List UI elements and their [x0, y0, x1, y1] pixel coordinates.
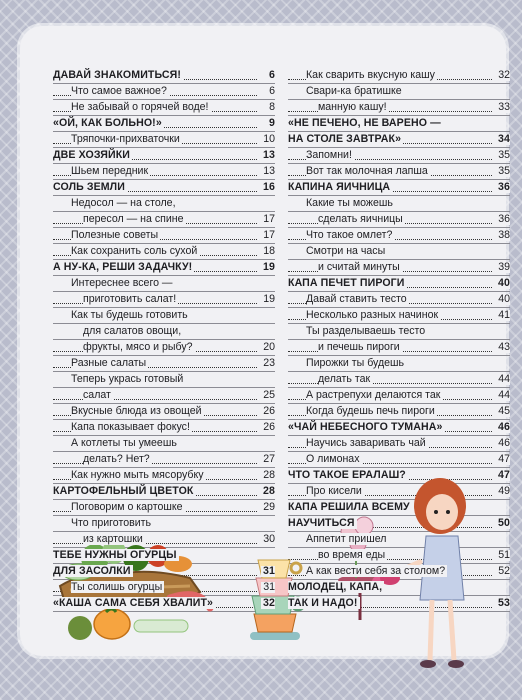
toc-entry-title: сделать яичницы	[318, 213, 403, 225]
toc-entry-title: А НУ-КА, РЕШИ ЗАДАЧКУ!	[53, 261, 193, 273]
toc-entry-title: Недосол — на столе,	[71, 197, 176, 209]
toc-section-entry	[288, 292, 510, 308]
toc-entry-title: Свари-ка братишке	[306, 85, 402, 97]
toc-page-number: 32	[263, 597, 275, 609]
toc-entry-title: Поговорим о картошке	[71, 501, 183, 513]
toc-section-entry	[53, 292, 275, 308]
toc-entry-title: Про кисели	[306, 485, 362, 497]
toc-page-number: 17	[263, 213, 275, 225]
toc-entry-title: О лимонах	[306, 453, 360, 465]
toc-entry-title: Научись заваривать чай	[306, 437, 426, 449]
toc-page-number: 31	[263, 565, 275, 577]
toc-entry-title: ДВЕ ХОЗЯЙКИ	[53, 149, 131, 161]
toc-page-number: 43	[498, 341, 510, 353]
toc-section-entry	[288, 164, 510, 180]
toc-page-number: 9	[269, 117, 275, 129]
toc-section-entry	[53, 196, 275, 212]
toc-entry-title: для салатов овощи,	[83, 325, 182, 337]
toc-entry-title: А как вести себя за столом?	[306, 565, 446, 577]
toc-entry-title: Что такое омлет?	[306, 229, 393, 241]
toc-entry-title: салат	[83, 389, 111, 401]
toc-entry-title: фрукты, мясо и рыбу?	[83, 341, 193, 353]
toc-entry-title: КАПА РЕШИЛА ВСЕМУ	[288, 501, 410, 513]
toc-section-entry	[53, 164, 275, 180]
toc-entry-title: ДЛЯ ЗАСОЛКИ	[53, 565, 131, 577]
toc-section-entry	[288, 212, 510, 228]
toc-page-number: 36	[498, 181, 510, 193]
toc-page-number: 19	[263, 293, 275, 305]
toc-entry-title: Вот так молочная лапша	[306, 165, 428, 177]
toc-section-entry	[288, 308, 510, 324]
toc-page-number: 23	[263, 357, 275, 369]
toc-section-entry	[53, 132, 275, 148]
toc-entry-title: во время еды	[318, 549, 386, 561]
toc-section-entry	[53, 500, 275, 516]
toc-entry-title: ДАВАЙ ЗНАКОМИТЬСЯ!	[53, 69, 182, 81]
toc-entry-title: Теперь укрась готовый	[71, 373, 184, 385]
toc-chapter-entry	[53, 180, 275, 196]
toc-section-entry	[288, 388, 510, 404]
toc-page-number: 30	[263, 533, 275, 545]
toc-section-entry	[53, 388, 275, 404]
toc-page-number: 51	[498, 549, 510, 561]
toc-page-number: 39	[498, 261, 510, 273]
toc-page-number: 53	[498, 597, 510, 609]
toc-entry-title: делать? Нет?	[83, 453, 150, 465]
toc-entry-title: Вкусные блюда из овощей	[71, 405, 202, 417]
toc-page-number: 31	[263, 581, 275, 593]
toc-page-number: 35	[498, 165, 510, 177]
toc-entry-title: Капа показывает фокус!	[71, 421, 190, 433]
toc-entry-title: Пирожки ты будешь	[306, 357, 405, 369]
toc-entry-title: Как сварить вкусную кашу	[306, 69, 435, 81]
toc-entry-title: «НЕ ПЕЧЕНО, НЕ ВАРЕНО —	[288, 117, 441, 129]
toc-page-number: 19	[263, 261, 275, 273]
toc-entry-title: из картошки	[83, 533, 143, 545]
toc-entry-title: ТАК И НАДО!	[288, 597, 358, 609]
toc-page-number: 44	[498, 373, 510, 385]
toc-chapter-entry	[53, 148, 275, 164]
toc-entry-title: и считай минуты	[318, 261, 400, 273]
toc-entry-title: ЧТО ТАКОЕ ЕРАЛАШ?	[288, 469, 406, 481]
toc-entry-title: «КАША САМА СЕБЯ ХВАЛИТ»	[53, 597, 214, 609]
toc-page-number: 13	[263, 165, 275, 177]
toc-entry-title: КАПА ПЕЧЕТ ПИРОГИ	[288, 277, 405, 289]
toc-section-entry	[53, 84, 275, 100]
toc-page-number: 44	[498, 389, 510, 401]
toc-entry-title: Как ты будешь готовить	[71, 309, 188, 321]
toc-entry-title: СОЛЬ ЗЕМЛИ	[53, 181, 125, 193]
toc-entry-title: манную кашу!	[318, 101, 387, 113]
toc-page-number: 33	[498, 101, 510, 113]
toc-section-entry	[288, 260, 510, 276]
toc-section-entry	[288, 244, 510, 260]
toc-page-number: 47	[498, 453, 510, 465]
toc-page-number: 36	[498, 213, 510, 225]
toc-section-entry	[53, 356, 275, 372]
toc-page-number: 16	[263, 181, 275, 193]
toc-entry-title: Как нужно мыть мясорубку	[71, 469, 204, 481]
toc-page-number: 50	[498, 517, 510, 529]
toc-section-entry	[288, 324, 510, 340]
toc-entry-title: Шьем передник	[71, 165, 149, 177]
toc-entry-title: А растрепухи делаются так	[306, 389, 441, 401]
toc-section-entry	[288, 228, 510, 244]
toc-chapter-entry	[53, 68, 275, 84]
toc-page-number: 27	[263, 453, 275, 465]
toc-section-entry	[53, 244, 275, 260]
toc-page-number: 28	[263, 469, 275, 481]
toc-page-number: 10	[263, 133, 275, 145]
toc-section-entry	[53, 452, 275, 468]
toc-page-number: 38	[498, 229, 510, 241]
toc-section-entry	[288, 452, 510, 468]
toc-section-entry	[288, 148, 510, 164]
toc-entry-title: Какие ты можешь	[306, 197, 393, 209]
toc-entry-title: Интереснее всего —	[71, 277, 173, 289]
toc-entry-title: МОЛОДЕЦ, КАПА,	[288, 581, 383, 593]
toc-entry-title: Что самое важное?	[71, 85, 167, 97]
toc-entry-title: НА СТОЛЕ ЗАВТРАК»	[288, 133, 402, 145]
toc-section-entry	[53, 372, 275, 388]
toc-page-number: 40	[498, 293, 510, 305]
toc-entry-title: Когда будешь печь пироги	[306, 405, 435, 417]
toc-entry-title: ТЕБЕ НУЖНЫ ОГУРЦЫ	[53, 549, 177, 561]
toc-chapter-entry	[288, 132, 510, 148]
toc-page-number: 41	[498, 309, 510, 321]
toc-section-entry	[53, 436, 275, 452]
toc-entry-title: КАРТОФЕЛЬНЫЙ ЦВЕТОК	[53, 485, 194, 497]
toc-page-number: 29	[263, 501, 275, 513]
toc-chapter-entry	[53, 116, 275, 132]
toc-entry-title: Тряпочки-прихваточки	[71, 133, 180, 145]
toc-section-entry	[53, 228, 275, 244]
toc-entry-title: Несколько разных начинок	[306, 309, 439, 321]
toc-page-number: 17	[263, 229, 275, 241]
toc-entry-title: Как сохранить соль сухой	[71, 245, 198, 257]
toc-entry-title: Разные салаты	[71, 357, 147, 369]
toc-page-number: 35	[498, 149, 510, 161]
toc-section-entry	[53, 404, 275, 420]
toc-page-number: 25	[263, 389, 275, 401]
toc-entry-title: Не забывай о горячей воде!	[71, 101, 209, 113]
toc-section-entry	[53, 340, 275, 356]
toc-section-entry	[53, 324, 275, 340]
toc-entry-title: Запомни!	[306, 149, 352, 161]
toc-section-entry	[288, 100, 510, 116]
toc-entry-title: Аппетит пришел	[306, 533, 387, 545]
toc-page-number: 52	[498, 565, 510, 577]
toc-entry-title: «ЧАЙ НЕБЕСНОГО ТУМАНА»	[288, 421, 443, 433]
toc-entry-title: Давай ставить тесто	[306, 293, 407, 305]
toc-page-number: 26	[263, 405, 275, 417]
toc-page-number: 13	[263, 149, 275, 161]
toc-chapter-entry	[288, 276, 510, 292]
toc-page-number: 26	[263, 421, 275, 433]
toc-page-number: 45	[498, 405, 510, 417]
toc-entry-title: делать так	[318, 373, 371, 385]
toc-page-number: 6	[269, 85, 275, 97]
toc-entry-title: Смотри на часы	[306, 245, 386, 257]
toc-page-number: 32	[498, 69, 510, 81]
toc-chapter-entry	[53, 484, 275, 500]
toc-section-entry	[53, 100, 275, 116]
toc-entry-title: НАУЧИТЬСЯ	[288, 517, 355, 529]
toc-section-entry	[53, 276, 275, 292]
toc-entry-title: Полезные советы	[71, 229, 159, 241]
toc-entry-title: приготовить салат!	[83, 293, 177, 305]
toc-entry-title: Ты солишь огурцы	[71, 581, 163, 593]
toc-page-number: 6	[269, 69, 275, 81]
toc-section-entry	[288, 404, 510, 420]
toc-section-entry	[288, 356, 510, 372]
toc-page-number: 46	[498, 437, 510, 449]
toc-page-number: 49	[498, 485, 510, 497]
toc-page-number: 8	[269, 101, 275, 113]
toc-chapter-entry	[53, 260, 275, 276]
toc-entry-title: Ты разделываешь тесто	[306, 325, 426, 337]
toc-section-entry	[53, 468, 275, 484]
toc-entry-title: и печешь пироги	[318, 341, 400, 353]
toc-section-entry	[288, 196, 510, 212]
toc-page-number: 20	[263, 341, 275, 353]
toc-page-number: 40	[498, 277, 510, 289]
toc-section-entry	[288, 372, 510, 388]
toc-entry-title: КАПИНА ЯИЧНИЦА	[288, 181, 391, 193]
toc-entry-title: Что приготовить	[71, 517, 152, 529]
toc-entry-title: пересол — на спине	[83, 213, 184, 225]
toc-section-entry	[53, 212, 275, 228]
toc-section-entry	[53, 308, 275, 324]
toc-entry-title: А котлеты ты умеешь	[71, 437, 177, 449]
toc-chapter-entry	[288, 180, 510, 196]
toc-page-number: 18	[263, 245, 275, 257]
toc-section-entry	[288, 68, 510, 84]
toc-chapter-entry	[288, 116, 510, 132]
toc-page-number: 34	[498, 133, 510, 145]
toc-section-entry	[288, 84, 510, 100]
toc-page-number: 47	[498, 469, 510, 481]
toc-entry-title: «ОЙ, КАК БОЛЬНО!»	[53, 117, 162, 129]
toc-section-entry	[288, 340, 510, 356]
toc-chapter-entry	[288, 420, 510, 436]
toc-page-number: 46	[498, 421, 510, 433]
toc-section-entry	[288, 436, 510, 452]
toc-page-number: 28	[263, 485, 275, 497]
toc-section-entry	[53, 420, 275, 436]
